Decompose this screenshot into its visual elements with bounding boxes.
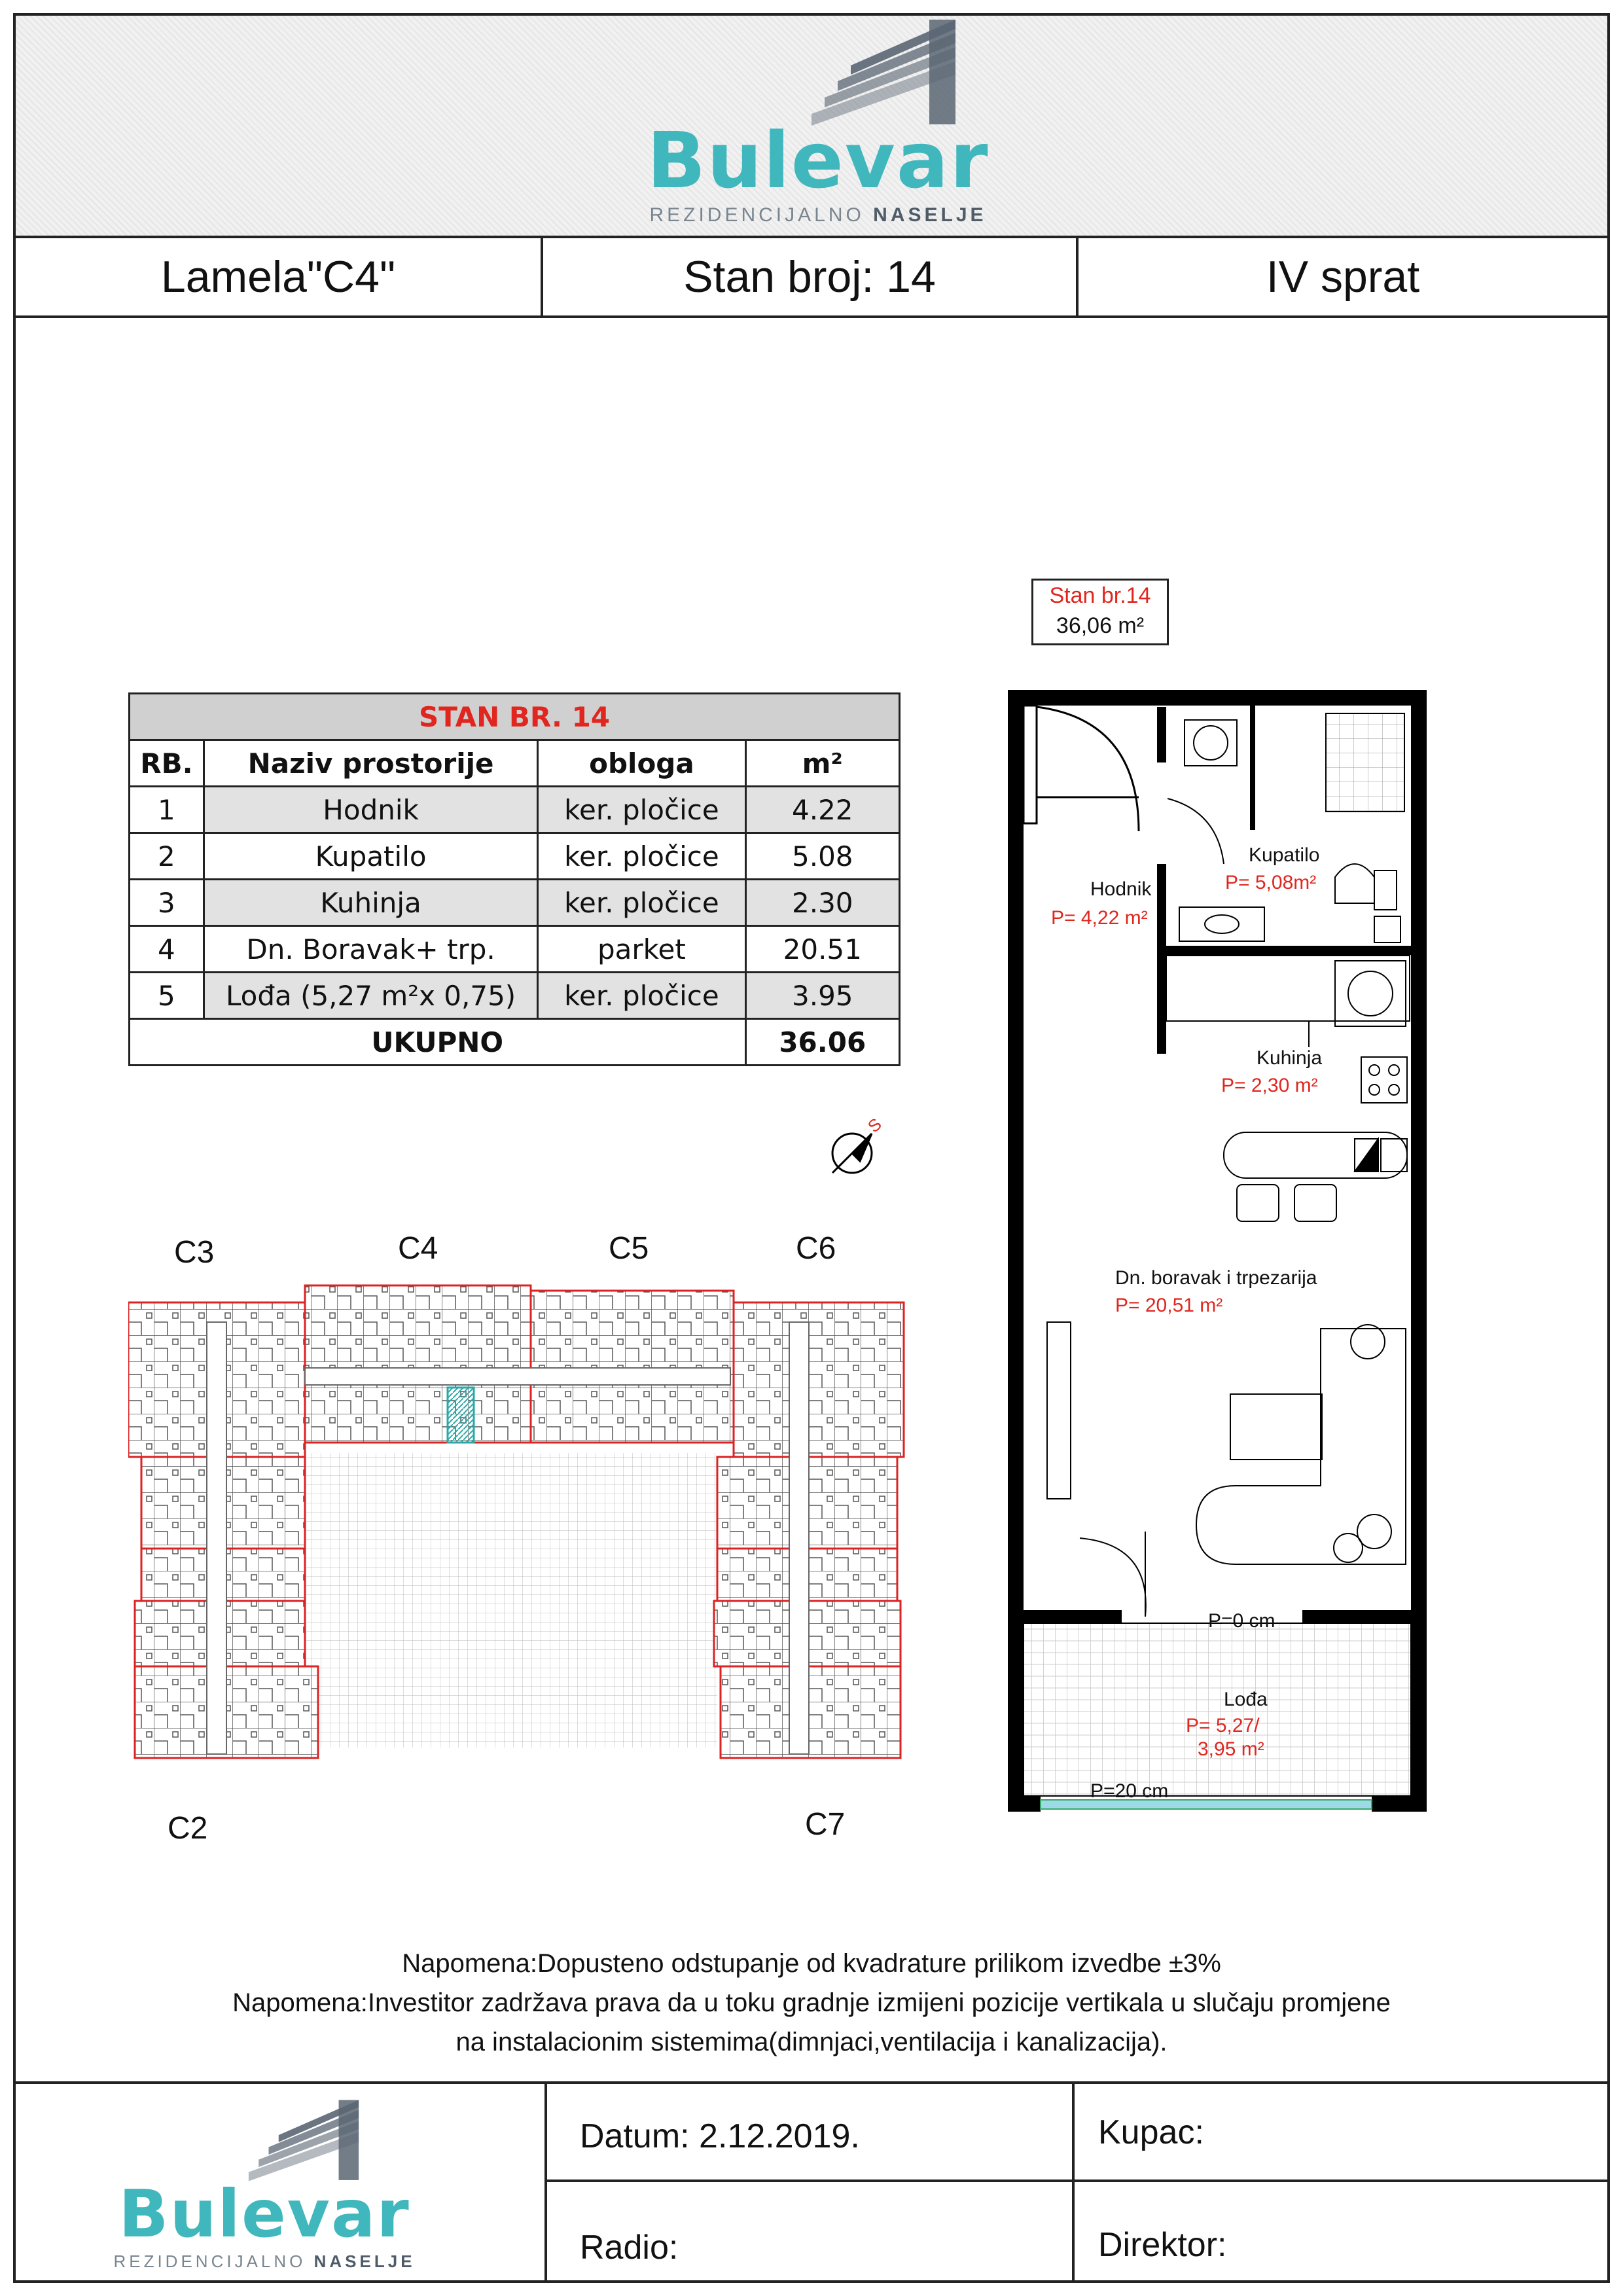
table-cell: Dn. Boravak+ trp. <box>204 926 538 973</box>
table-cell: 5.08 <box>745 833 899 880</box>
note-line: na instalacionim sistemima(dimnjaci,ventilacija i kanalizacija). <box>455 2028 1168 2056</box>
table-row <box>130 833 900 880</box>
note-line: Napomena:Investitor zadržava prava da u toku gradnje izmijeni pozicije vertikala u slučaju promjene <box>232 1988 1391 2017</box>
block-label-c2: C2 <box>168 1811 208 1846</box>
entry-door <box>1024 706 1139 831</box>
table-cell: Kuhinja <box>204 880 538 926</box>
footer-divider <box>1072 2084 1075 2280</box>
col-header-rb: RB. <box>130 740 204 787</box>
footer <box>16 2081 1607 2280</box>
table-cell: 4 <box>130 926 204 973</box>
table-cell: 2.30 <box>745 880 899 926</box>
block-label-c6: C6 <box>796 1231 836 1266</box>
table-cell: 2 <box>130 833 204 880</box>
table-cell: 1 <box>130 787 204 833</box>
footer-logo <box>107 2097 448 2274</box>
table-cell: parket <box>538 926 745 973</box>
col-header-obloga: obloga <box>538 740 745 787</box>
badge-area: 36,06 m² <box>1056 613 1145 638</box>
footer-divider <box>544 2084 547 2280</box>
col-header-m2: m² <box>745 740 899 787</box>
area-kuhinja: P= 2,30 m² <box>1221 1075 1318 1096</box>
area-loda-1: P= 5,27/ <box>1186 1715 1260 1736</box>
table-cell: ker. pločice <box>538 880 745 926</box>
datum-field: Datum: 2.12.2019. <box>580 2117 860 2155</box>
footer-subtitle-light: REZIDENCIJALNO <box>113 2251 306 2271</box>
brand-name: Bulevar <box>647 115 990 206</box>
label-hodnik: Hodnik <box>1090 878 1152 900</box>
label-kupatilo: Kupatilo <box>1249 844 1320 866</box>
table-cell: ker. pločice <box>538 973 745 1019</box>
footer-brand-name: Bulevar <box>118 2176 410 2252</box>
area-boravak: P= 20,51 m² <box>1115 1295 1223 1316</box>
table-cell: 3 <box>130 880 204 926</box>
building-logo-icon <box>798 16 969 127</box>
brand-subtitle-light: REZIDENCIJALNO <box>649 204 865 226</box>
col-header-naziv: Naziv prostorije <box>204 740 538 787</box>
info-bar <box>16 238 1607 318</box>
table-cell: Hodnik <box>204 787 538 833</box>
footer-subtitle-bold: NASELJE <box>313 2251 416 2271</box>
block-label-c3: C3 <box>174 1235 215 1270</box>
brand-subtitle <box>641 204 995 226</box>
loggia-floor <box>1024 1623 1411 1796</box>
table-cell: 5 <box>130 973 204 1019</box>
table-cell: 4.22 <box>745 787 899 833</box>
note-line: Napomena:Dopusteno odstupanje od kvadrature prilikom izvedbe ±3% <box>402 1949 1221 1978</box>
block-label-c7: C7 <box>805 1807 846 1842</box>
floor-plan <box>1008 681 1453 1833</box>
bathroom-fixtures <box>1168 713 1404 942</box>
threshold-label: P=0 cm <box>1208 1610 1275 1632</box>
total-value: 36.06 <box>745 1019 899 1066</box>
table-title: STAN BR. 14 <box>130 694 900 740</box>
table-cell: ker. pločice <box>538 833 745 880</box>
table-cell: 3.95 <box>745 973 899 1019</box>
site-plan <box>128 1283 914 1800</box>
total-label: UKUPNO <box>130 1019 746 1066</box>
block-label-c4: C4 <box>398 1231 438 1266</box>
area-hodnik: P= 4,22 m² <box>1051 907 1148 929</box>
parapet-label: P=20 cm <box>1090 1780 1169 1802</box>
building-logo-icon <box>238 2097 369 2182</box>
compass-label: S <box>864 1114 885 1137</box>
table-row <box>130 973 900 1019</box>
apartment-badge <box>1031 579 1169 645</box>
kupac-field: Kupac: <box>1098 2113 1204 2151</box>
table-row <box>130 926 900 973</box>
label-boravak: Dn. boravak i trpezarija <box>1115 1267 1317 1289</box>
area-kupatilo: P= 5,08m² <box>1225 872 1317 893</box>
sprat-label: IV sprat <box>1266 252 1420 302</box>
notes <box>0 1944 1623 2062</box>
table-cell: 20.51 <box>745 926 899 973</box>
footer-divider <box>544 2179 1607 2182</box>
room-table <box>128 692 901 1066</box>
area-loda-2: 3,95 m² <box>1198 1738 1264 1760</box>
stan-label: Stan broj: 14 <box>543 238 1079 315</box>
living-furniture <box>1047 1322 1406 1617</box>
table-row <box>130 787 900 833</box>
block-label-c5: C5 <box>609 1231 649 1266</box>
badge-title: Stan br.14 <box>1049 583 1151 608</box>
apartment-highlight <box>448 1388 474 1443</box>
table-row <box>130 880 900 926</box>
direktor-field: Direktor: <box>1098 2226 1227 2264</box>
brand-subtitle-bold: NASELJE <box>873 204 987 226</box>
radio-field: Radio: <box>580 2229 679 2267</box>
label-kuhinja: Kuhinja <box>1257 1047 1323 1069</box>
courtyard <box>305 1453 717 1748</box>
table-cell: Kupatilo <box>204 833 538 880</box>
footer-brand-subtitle <box>107 2251 421 2272</box>
table-total-row <box>130 1019 900 1066</box>
header-logo <box>641 13 995 236</box>
lamela-label: Lamela"C4" <box>16 238 543 315</box>
label-loda: Lođa <box>1224 1689 1268 1710</box>
table-cell: ker. pločice <box>538 787 745 833</box>
table-cell: Lođa (5,27 m²x 0,75) <box>204 973 538 1019</box>
